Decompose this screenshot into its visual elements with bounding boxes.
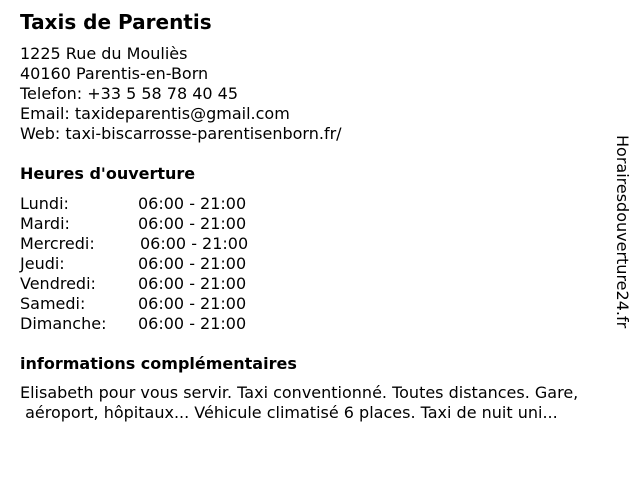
additional-info-heading: informations complémentaires [20,354,297,373]
hours-row-sunday [20,314,280,334]
time-range: 06:00 - 21:00 [138,274,247,293]
description-line-2: aéroport, hôpitaux... Véhicule climatisé 6 places. Taxi de nuit uni... [20,403,558,422]
contact-block [20,44,342,144]
time-range: 06:00 - 21:00 [138,314,247,333]
address-street: 1225 Rue du Mouliès [20,44,188,63]
hours-row-tuesday [20,214,280,234]
day-label: Vendredi: [20,274,96,293]
opening-hours-heading: Heures d'ouverture [20,164,196,183]
time-range: 06:00 - 21:00 [140,234,249,253]
time-range: 06:00 - 21:00 [138,294,247,313]
phone-number: Telefon: +33 5 58 78 40 45 [20,84,239,103]
day-label: Mardi: [20,214,70,233]
email-address: Email: taxideparentis@gmail.com [20,104,290,123]
day-label: Jeudi: [20,254,65,273]
additional-info-text [20,383,632,423]
hours-row-saturday [20,294,280,314]
day-label: Mercredi: [20,234,95,253]
day-label: Dimanche: [20,314,107,333]
time-range: 06:00 - 21:00 [138,254,247,273]
time-range: 06:00 - 21:00 [138,214,247,233]
hours-row-wednesday [20,234,280,254]
address-city: 40160 Parentis-en-Born [20,64,209,83]
hours-row-friday [20,274,280,294]
opening-hours-list [20,194,280,334]
time-range: 06:00 - 21:00 [138,194,247,213]
hours-row-monday [20,194,280,214]
hours-row-thursday [20,254,280,274]
site-watermark: Horairesdouverture24.fr [613,135,632,329]
day-label: Lundi: [20,194,69,213]
business-name: Taxis de Parentis [20,10,212,34]
day-label: Samedi: [20,294,86,313]
website-url: Web: taxi-biscarrosse-parentisenborn.fr/ [20,124,342,143]
description-line-1: Elisabeth pour vous servir. Taxi conventionné. Toutes distances. Gare, [20,383,579,402]
